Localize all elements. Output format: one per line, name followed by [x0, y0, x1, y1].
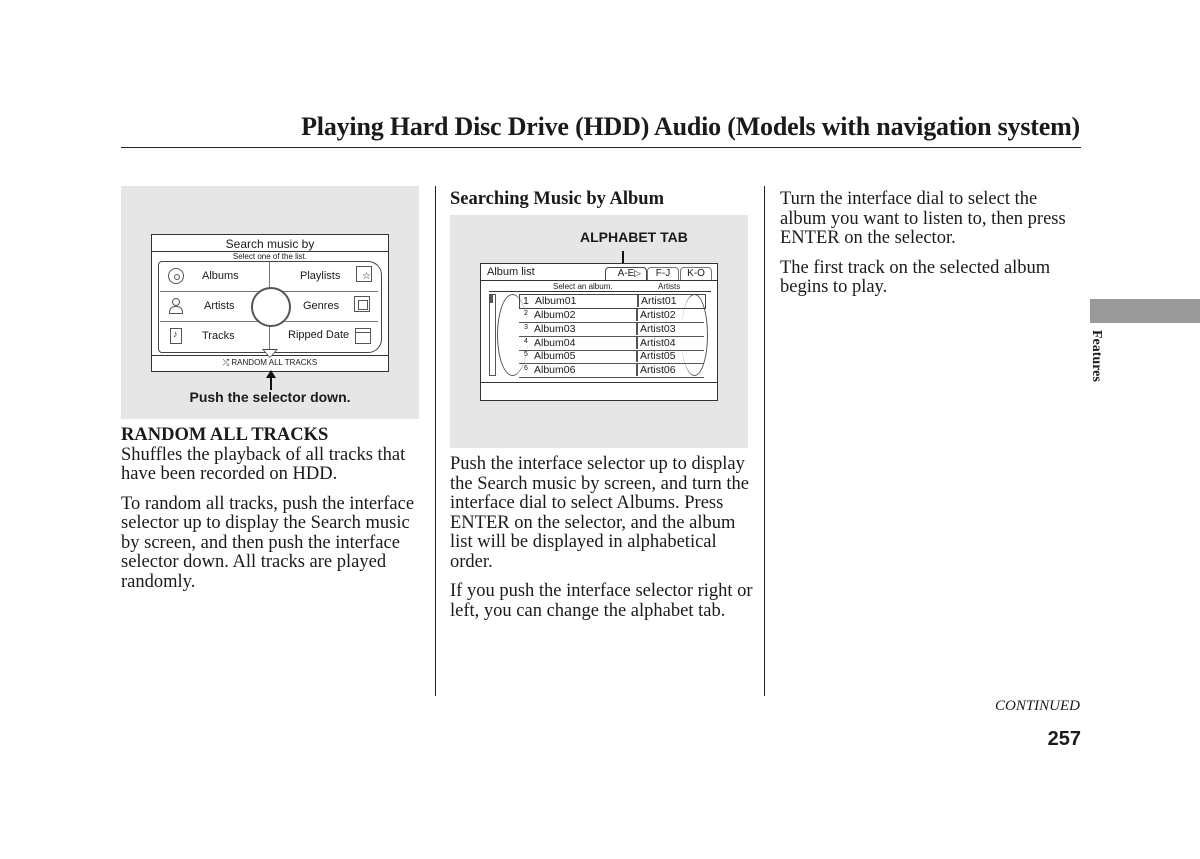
- screen-title: Search music by: [225, 237, 315, 251]
- album-name: Album06: [534, 364, 576, 376]
- continued-label: CONTINUED: [994, 698, 1080, 714]
- screen-subtitle: Select one of the list.: [232, 252, 308, 261]
- searching-by-album-heading: Searching Music by Album: [450, 189, 664, 209]
- table-row-selected[interactable]: [519, 294, 706, 309]
- menu-item-ripped-date[interactable]: Ripped Date: [288, 329, 350, 341]
- right-triangle-icon: ▷: [634, 268, 641, 278]
- column-header-album: Select an album.: [553, 282, 613, 291]
- scrollbar[interactable]: [489, 294, 496, 376]
- menu-item-albums[interactable]: Albums: [202, 270, 239, 282]
- artist-name: Artist01: [637, 295, 677, 307]
- figure-album-list: [450, 215, 748, 448]
- search-music-screen: [151, 234, 389, 372]
- menu-item-tracks[interactable]: Tracks: [202, 330, 235, 342]
- playlist-star-icon: ☆: [356, 266, 372, 282]
- calendar-icon: [355, 328, 371, 344]
- random-all-tracks-heading: RANDOM ALL TRACKS: [121, 425, 329, 445]
- table-row[interactable]: [519, 364, 704, 378]
- figure-search-music: [121, 186, 419, 419]
- scroll-thumb[interactable]: [490, 295, 493, 303]
- column-divider: [435, 186, 436, 696]
- paragraph: The first track on the selected album begins to play.: [780, 257, 1051, 297]
- row-number: 4: [524, 338, 528, 345]
- column-divider: [764, 186, 765, 696]
- tab-label: F-J: [655, 268, 671, 279]
- paragraph: Shuffles the playback of all tracks that have been recorded on HDD.: [121, 444, 406, 484]
- column-3-text: [780, 190, 1080, 308]
- paragraph: Push the interface selector up to display the Search music by screen, and turn the interface dial to select Albums. Press ENTER on the selector, and the album list will be displayed in alphabetical order.: [450, 454, 749, 572]
- menu-item-playlists[interactable]: Playlists: [300, 270, 341, 282]
- album-name: Album03: [534, 323, 576, 335]
- table-row[interactable]: [519, 309, 704, 323]
- figure1-caption: Push the selector down.: [189, 389, 351, 405]
- paragraph: If you push the interface selector right or left, you can change the alphabet tab.: [450, 581, 753, 621]
- arrow-up-icon: [270, 376, 272, 390]
- tab-f-j[interactable]: [647, 267, 679, 281]
- album-name: Album04: [534, 337, 576, 349]
- tab-label: K-O: [687, 268, 705, 279]
- random-all-tracks-label: [152, 358, 388, 368]
- page-title: Playing Hard Disc Drive (HDD) Audio (Models with navigation system): [301, 112, 1080, 141]
- menu-item-artists[interactable]: Artists: [204, 300, 235, 312]
- track-note-icon: ♪: [170, 328, 182, 344]
- dial-icon: [251, 287, 291, 327]
- random-all-tracks-text: RANDOM ALL TRACKS: [231, 358, 318, 367]
- menu-item-genres[interactable]: Genres: [303, 300, 340, 312]
- disc-icon: [168, 268, 184, 284]
- row-number: 6: [524, 365, 528, 372]
- table-row[interactable]: [519, 350, 704, 364]
- section-tab: [1090, 299, 1200, 323]
- row-number: 2: [524, 310, 528, 317]
- tab-k-o[interactable]: [680, 267, 712, 281]
- album-name: Album05: [534, 350, 576, 362]
- shuffle-icon: ⤮: [222, 358, 230, 367]
- album-name: Album02: [534, 309, 576, 321]
- table-row[interactable]: [519, 323, 704, 337]
- row-number: 5: [524, 351, 528, 358]
- row-number: 3: [524, 324, 528, 331]
- alphabet-tab-callout: ALPHABET TAB: [580, 229, 688, 245]
- artist-name: Artist06: [636, 364, 676, 376]
- title-rule: [121, 147, 1081, 148]
- section-label-text: Features: [1089, 330, 1104, 382]
- artist-name: Artist03: [636, 323, 676, 335]
- column-header-artists: Artists: [658, 282, 681, 291]
- artist-name: Artist05: [636, 350, 676, 362]
- tab-label: A-E: [617, 268, 635, 279]
- page-number: 257: [1047, 728, 1081, 750]
- screen-title: Album list: [487, 266, 535, 278]
- album-list-screen: [480, 263, 718, 401]
- paragraph: Turn the interface dial to select the album you want to listen to, then press ENTER on the selector.: [780, 189, 1066, 248]
- artist-name: Artist04: [636, 337, 676, 349]
- row-number: 1: [523, 295, 529, 307]
- genre-icon: [354, 296, 370, 312]
- table-row[interactable]: [519, 337, 704, 351]
- section-label: [1088, 330, 1110, 400]
- artist-name: Artist02: [636, 309, 676, 321]
- column-2-text: [450, 455, 755, 631]
- paragraph: To random all tracks, push the interface selector up to display the Search music by screen, and then push the interface selector down. All tracks are played randomly.: [121, 493, 415, 592]
- album-name: Album01: [535, 295, 577, 307]
- column-1-text: [121, 426, 426, 602]
- person-icon: [168, 298, 182, 312]
